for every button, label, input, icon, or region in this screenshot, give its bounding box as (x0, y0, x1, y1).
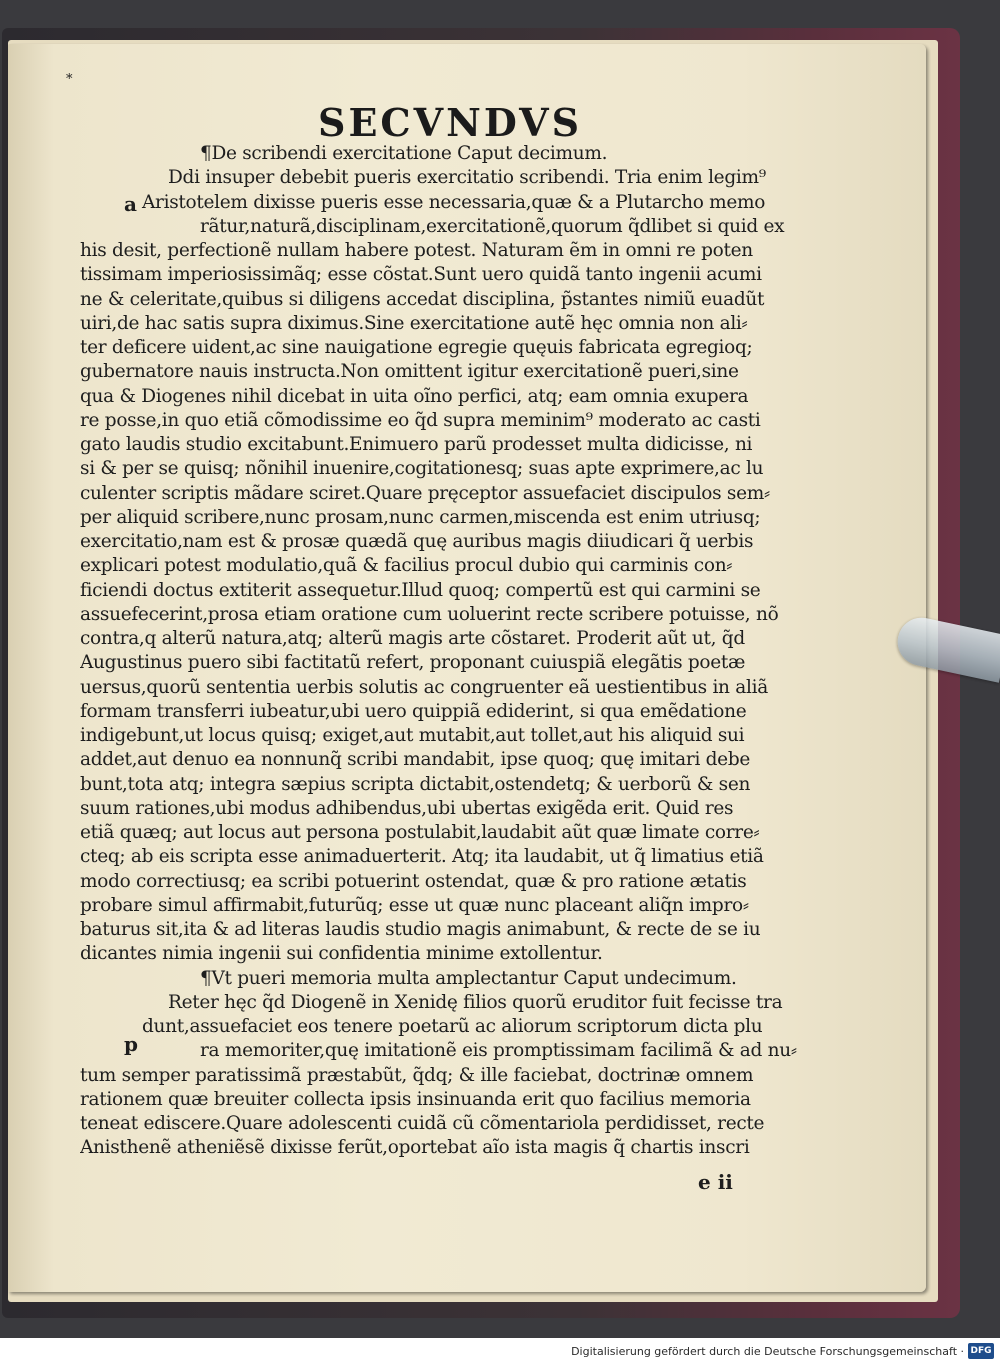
text-line: probare simul affirmabit,futurũq; esse ut quæ nunc placeant aliq̃n impro⸗ (80, 894, 749, 916)
text-line: his desit, perfectionẽ nullam habere potest. Naturam ẽm in omni re poten (80, 240, 753, 261)
text-line: Aristotelem dixisse pueris esse necessaria,quæ & a Plutarcho memo (142, 191, 766, 213)
text-line: Augustinus puero sibi factitatũ refert, proponant cuiuspiã elegãtis poetæ (80, 652, 746, 674)
text-line: exercitatio,nam est & prosæ quædã quę auribus magis diiudicari q̃ uerbis (80, 531, 754, 552)
text-line: culenter scriptis mãdare sciret.Quare pręceptor assuefaciet discipulos sem⸗ (80, 482, 770, 504)
footer-credit: Digitalisierung gefördert durch die Deutsche Forschungsgemeinschaft · (571, 1345, 964, 1358)
margin-letter-a: a (124, 192, 137, 216)
text-line: dunt,assuefaciet eos tenere poetarũ ac aliorum scriptorum dicta plu (142, 1016, 763, 1037)
text-line: uiri,de hac satis supra diximus.Sine exercitatione autẽ hęc omnia non ali⸗ (80, 312, 748, 334)
text-line: suum rationes,ubi modus adhibendus,ubi ubertas exigẽda erit. Quid res (80, 797, 734, 819)
text-line: Ddi insuper debebit pueris exercitatio scribendi. Tria enim legim⁹ (168, 167, 766, 189)
text-line: ter deficere uident,ac sine nauigatione egregie quęuis fabricata egregioq; (80, 337, 753, 358)
text-line: addet,aut denuo ea nonnunq̃ scribi mandabit, ipse quoq; quę imitari debe (80, 749, 751, 771)
text-line: gubernatore nauis instructa.Non omittent igitur exercitationẽ pueri,sine (80, 361, 739, 383)
text-line: contra,q alterũ natura,atq; alterũ magis arte cõstaret. Proderit aũt ut, q̃d (80, 628, 745, 649)
text-line: formam transferri iubeatur,ubi uero quippiã ediderint, si qua emẽdatione (80, 700, 747, 722)
text-line: Anisthenẽ atheniẽsẽ dixisse ferũt,oportebat aĩo ista magis q̃ chartis inscri (80, 1137, 750, 1159)
text-line: baturus sit,ita & ad literas laudis studio magis animabunt, & recte de se iu (80, 919, 761, 940)
signature-mark: e ii (698, 1170, 733, 1194)
top-mark: * (66, 72, 73, 87)
text-line: tum semper paratissimã præstabũt, q̃dq; & ille faciebat, doctrinæ omnem (80, 1064, 754, 1086)
text-line: per aliquid scribere,nunc prosam,nunc carmen,miscenda est enim utriusq; (80, 506, 761, 528)
text-line: cteq; ab eis scripta esse animaduerterit. Atq; ita laudabit, ut q̃ limatius etiã (80, 846, 764, 868)
text-line: etiã quæq; aut locus aut persona postulabit,laudabit aũt quæ limate corre⸗ (80, 822, 760, 843)
text-line: rãtur,naturã,disciplinam,exercitationẽ,quorum q̃dlibet si quid ex (200, 215, 785, 237)
text-line: rationem quæ breuiter collecta ipsis insinuanda erit quo facilius memoria (80, 1088, 751, 1110)
text-line: qua & Diogenes nihil dicebat in uita oĩno perfici, atq; eam omnia exupera (80, 385, 749, 407)
text-line: gato laudis studio excitabunt.Enimuero parũ prodesset multa didicisse, ni (80, 434, 753, 455)
text-line: re posse,in quo etiã cõmodissime eo q̃d supra meminim⁹ moderato ac casti (80, 409, 761, 431)
running-head: SECVNDVS (318, 100, 583, 145)
dfg-logo-icon: DFG (968, 1343, 994, 1359)
text-line: dicantes nimia ingenii sui confidentia minime extollentur. (80, 943, 603, 965)
margin-letter-p: p (124, 1032, 138, 1056)
text-line: ficiendi doctus extiterit assequetur.Illud quoq; compertũ est qui carmini se (80, 579, 761, 601)
text-line: modo correctiusq; ea scribi potuerint ostendat, quæ & pro ratione ætatis (80, 870, 747, 892)
text-line: tissimam imperiosissimãq; esse cõstat.Sunt uero quidã tanto ingenii acumi (80, 264, 762, 286)
chapter-heading: ¶Vt pueri memoria multa amplectantur Caput undecimum. (200, 967, 737, 989)
page-text (80, 142, 810, 1161)
text-line: Reter hęc q̃d Diogenẽ in Xenidę filios quorũ eruditor fuit fecisse tra (168, 991, 783, 1013)
text-line: si & per se quisq; nõnihil inuenire,cogitationesq; suas apte exprimere,ac lu (80, 458, 764, 480)
text-line: explicari potest modulatio,quã & facilius procul dubio qui carminis con⸗ (80, 555, 733, 577)
text-line: indigebunt,ut locus quisq; exiget,aut mutabit,aut tollet,aut his aliquid sui (80, 725, 745, 746)
text-line: ra memoriter,quę imitationẽ eis promptissimam facilimã & ad nu⸗ (200, 1040, 797, 1062)
text-line: bunt,tota atq; integra sæpius scripta dictabit,ostendetq; & uerborũ & sen (80, 773, 751, 795)
footer-bar (0, 1338, 1000, 1365)
chapter-heading: ¶De scribendi exercitatione Caput decimum. (200, 143, 608, 164)
text-line: assuefecerint,prosa etiam oratione cum uoluerint recte scribere potuisse, nõ (80, 603, 779, 625)
text-line: teneat ediscere.Quare adolescenti cuidã cũ cõmentariola perdidisset, recte (80, 1113, 765, 1134)
text-line: uersus,quorũ sententia uerbis solutis ac congruenter eã uestientibus in aliã (80, 676, 768, 698)
text-line: ne & celeritate,quibus si diligens accedat disciplina, p̃stantes nimiũ euadũt (80, 288, 765, 310)
